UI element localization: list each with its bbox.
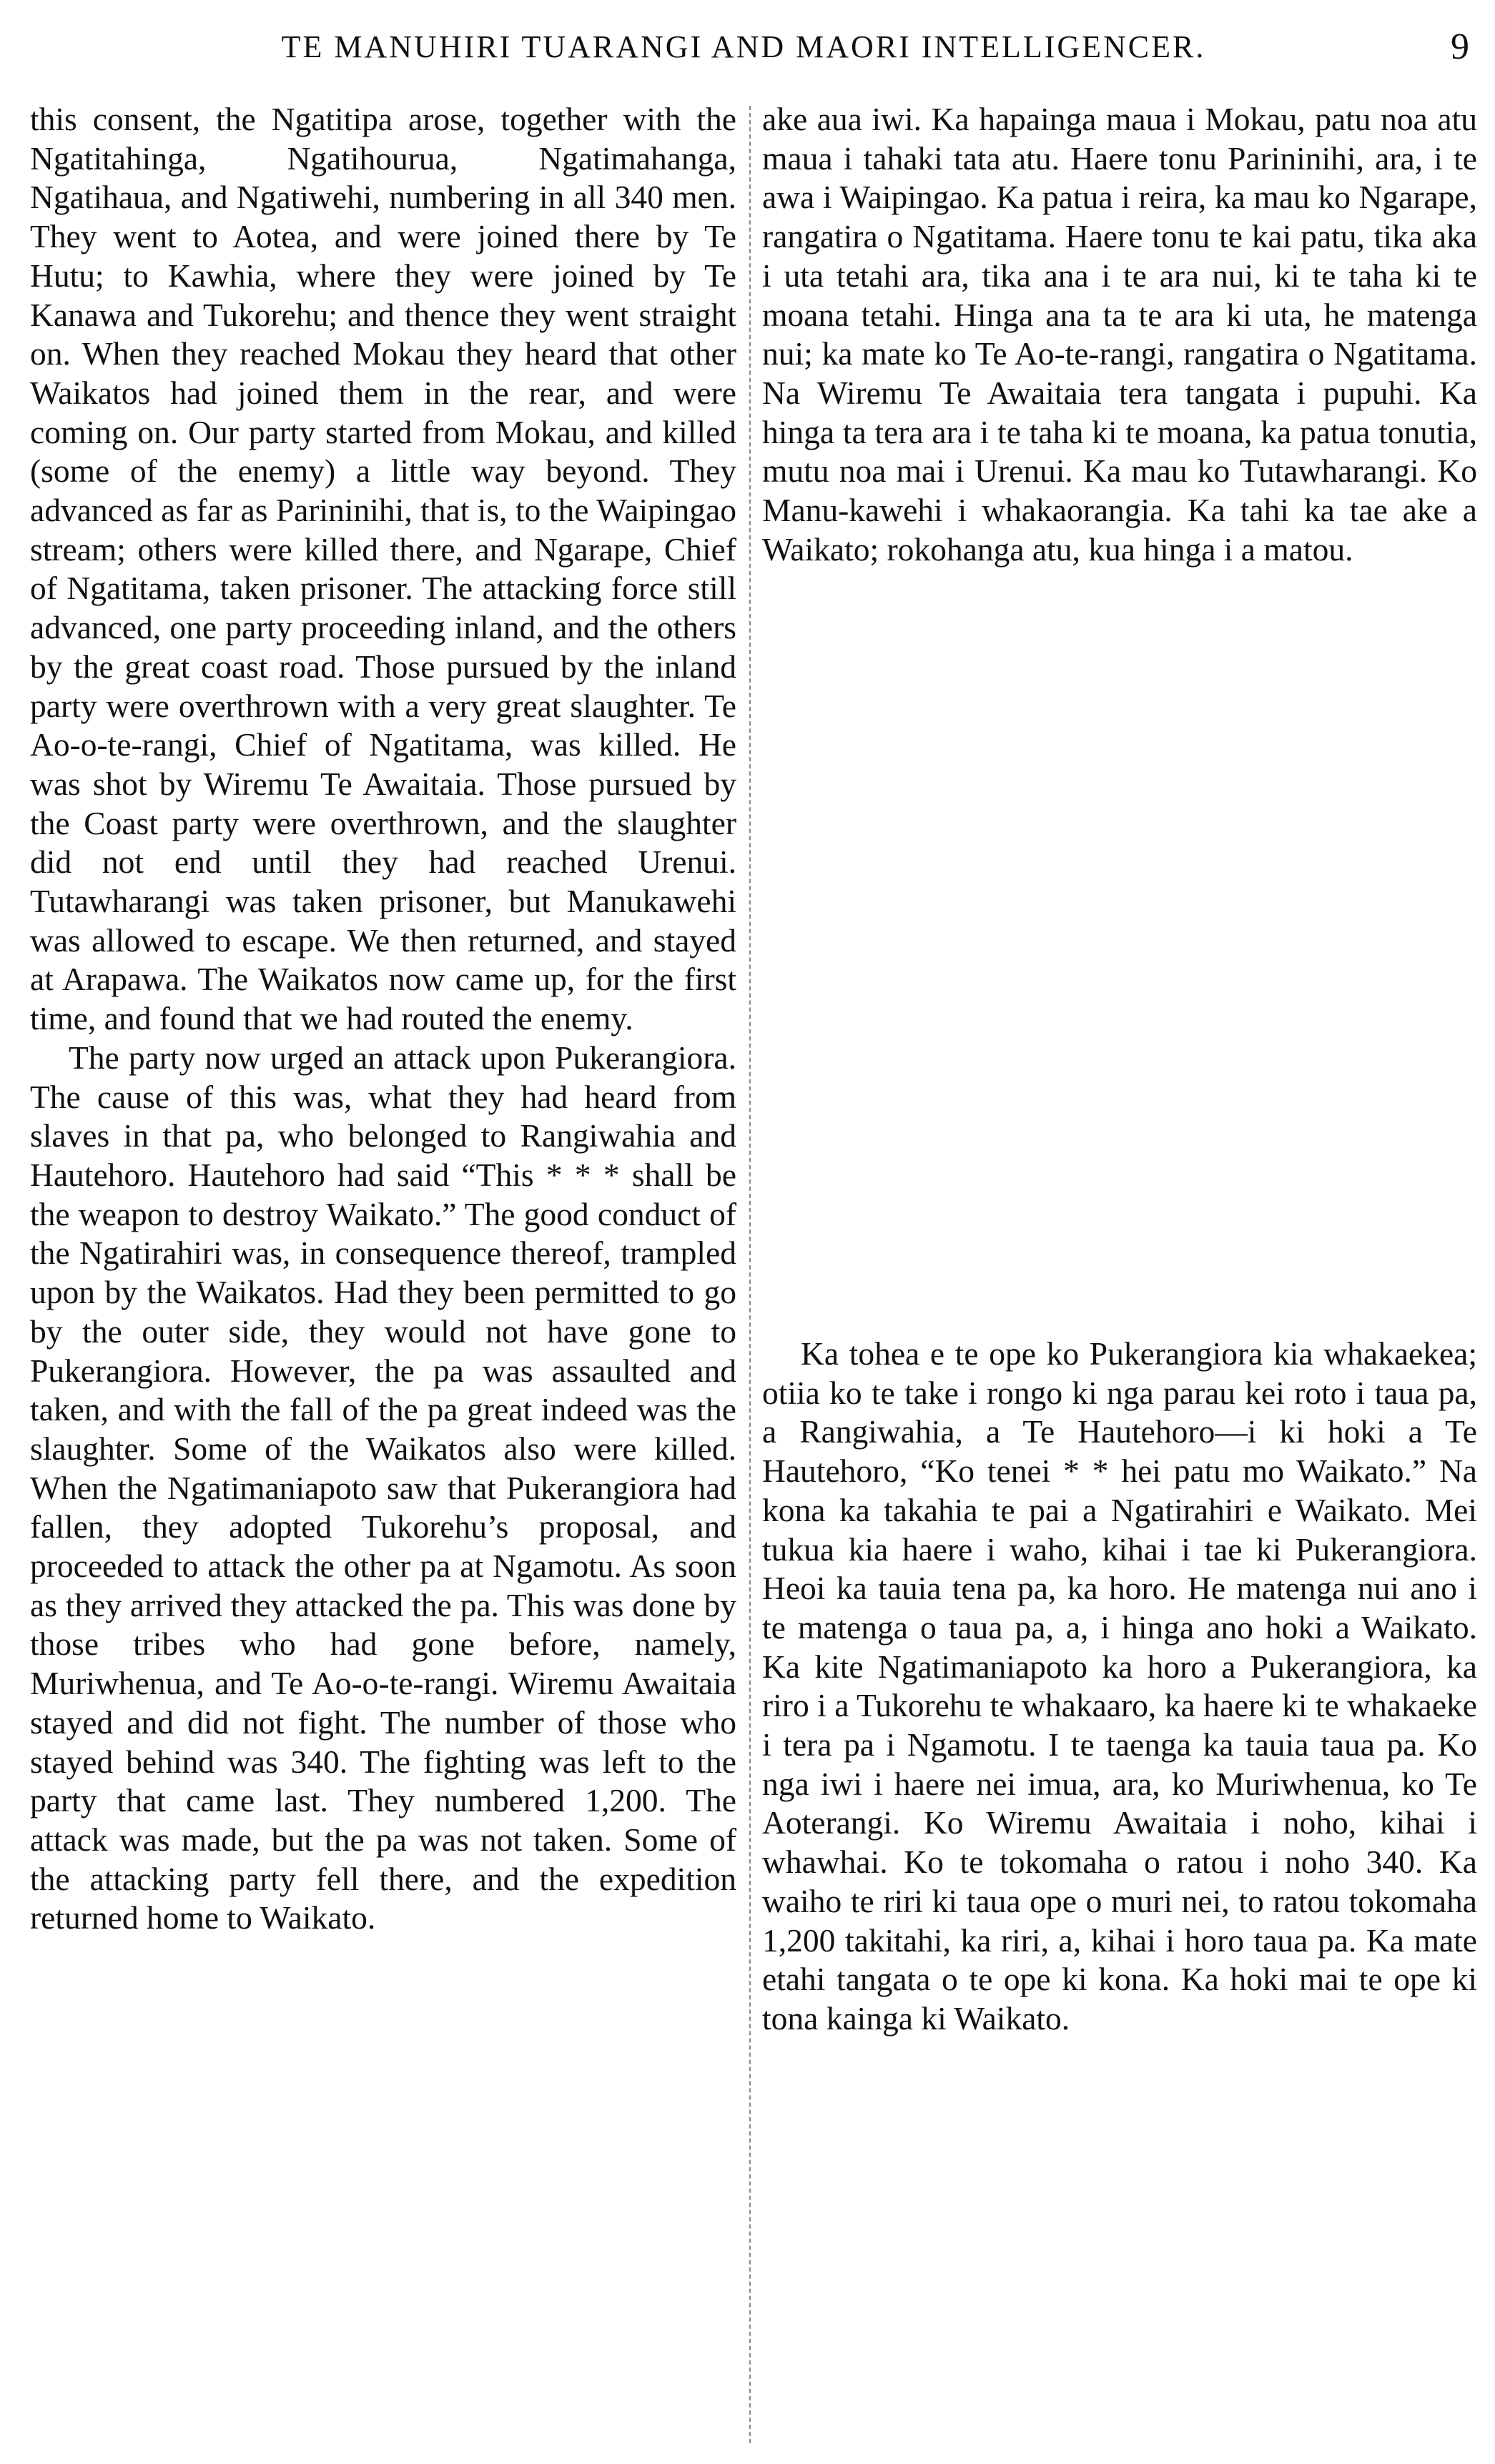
maori-column-upper	[762, 100, 1477, 569]
maori-paragraph: Ka tohea e te ope ko Pukerangiora kia whakaekea; otiia ko te take i rongo ki nga parau kei roto i taua pa, a Rangiwahia, a Te Hautehoro—i ki hoki a Te Hautehoro, “Ko tenei * * hei patu mo Waikato.” Na kona ka takahia te pai a Ngatirahiri e Waikato. Mei tukua kia haere i waho, kihai i tae ki Pukerangiora. Heoi ka tauia tena pa, ka horo. He matenga nui ano i te matenga o taua pa, a, i hinga ano hoki a Waikato. Ka kite Ngatimaniapoto ka horo a Pukerangiora, ka riro i a Tukorehu te whakaaro, ka haere ki te whakaeke i tera pa i Ngamotu. I te taenga ka tauia taua pa. Ko nga iwi i haere nei imua, ara, ko Muriwhenua, ko Te Aoterangi. Ko Wiremu Awaitaia i noho, kihai i whawhai. Ko te tokomaha o ratou i noho 340. Ka waiho te riri ki taua ope o muri nei, to ratou tokomaha 1,200 takitahi, ka riri, a, kihai i horo taua pa. Ka mate etahi tangata o te ope ki kona. Ka hoki mai te ope ki tona kainga ki Waikato.	[762, 1335, 1477, 2037]
maori-paragraph: ake aua iwi. Ka hapainga maua i Mokau, patu noa atu maua i tahaki tata atu. Haere tonu Parininihi, ara, i te awa i Waipingao. Ka patua i reira, ka mau ko Ngarape, rangatira o Ngatitama. Haere tonu te kai patu, tika aka i uta tetahi ara, tika ana i te ara nui, ki te taha ki te moana tetahi. Hinga ana ta te ara ki uta, he matenga nui; ka mate ko Te Ao-te-rangi, rangatira o Ngatitama. Na Wiremu Te Awaitaia tera tangata i pupuhi. Ka hinga ta tera ara i te taha ki te moana, ka patua tonutia, mutu noa mai i Urenui. Ka mau ko Tutawharangi. Ko Manu-kawehi i whakaorangia. Ka tahi ka tae ake a Waikato; rokohanga atu, kua hinga i a matou.	[762, 101, 1477, 568]
maori-column-lower	[762, 1335, 1477, 2039]
english-paragraph: this consent, the Ngatitipa arose, together with the Ngatitahinga, Ngatihourua, Ngatimahanga, Ngatihaua, and Ngatiwehi, numbering in all 340 men. They went to Aotea, and were joined there by Te Hutu; to Kawhia, where they were joined by Te Kanawa and Tukorehu; and thence they went straight on. When they reached Mokau they heard that other Waikatos had joined them in the rear, and were coming on. Our party started from Mokau, and killed (some of the enemy) a little way beyond. They advanced as far as Parininihi, that is, to the Waipingao stream; others were killed there, and Ngarape, Chief of Ngatitama, taken prisoner. The attacking force still advanced, one party proceeding inland, and the others by the great coast road. Those pursued by the inland party were overthrown with a very great slaughter. Te Ao-o-te-rangi, Chief of Ngatitama, was killed. He was shot by Wiremu Te Awaitaia. Those pursued by the Coast party were overthrown, and the slaughter did not end until they had reached Urenui. Tutawharangi was taken prisoner, but Manukawehi was allowed to escape. We then returned, and stayed at Arapawa. The Waikatos now came up, for the first time, and found that we had routed the enemy.	[30, 101, 736, 1037]
page-number: 9	[1451, 26, 1469, 67]
column-divider	[749, 106, 751, 2443]
running-head: TE MANUHIRI TUARANGI AND MAORI INTELLIGENCER.	[281, 29, 1206, 64]
english-paragraph: The party now urged an attack upon Pukerangiora. The cause of this was, what they had heard from slaves in that pa, who belonged to Rangiwahia and Hautehoro. Hautehoro had said “This * * * shall be the weapon to destroy Waikato.” The good conduct of the Ngatirahiri was, in consequence thereof, trampled upon by the Waikatos. Had they been permitted to go by the outer side, they would not have gone to Pukerangiora. However, the pa was assaulted and taken, and with the fall of the pa great indeed was the slaughter. Some of the Waikatos also were killed. When the Ngatimaniapoto saw that Pukerangiora had fallen, they adopted Tukorehu’s proposal, and proceeded to attack the other pa at Ngamotu. As soon as they arrived they attacked the pa. This was done by those tribes who had gone before, namely, Muriwhenua, and Te Ao-o-te-rangi. Wiremu Awaitaia stayed and did not fight. The number of those who stayed behind was 340. The fighting was left to the party that came last. They numbered 1,200. The attack was made, but the pa was not taken. Some of the attacking party fell there, and the expedition returned home to Waikato.	[30, 1039, 736, 1936]
english-column	[30, 100, 736, 1938]
